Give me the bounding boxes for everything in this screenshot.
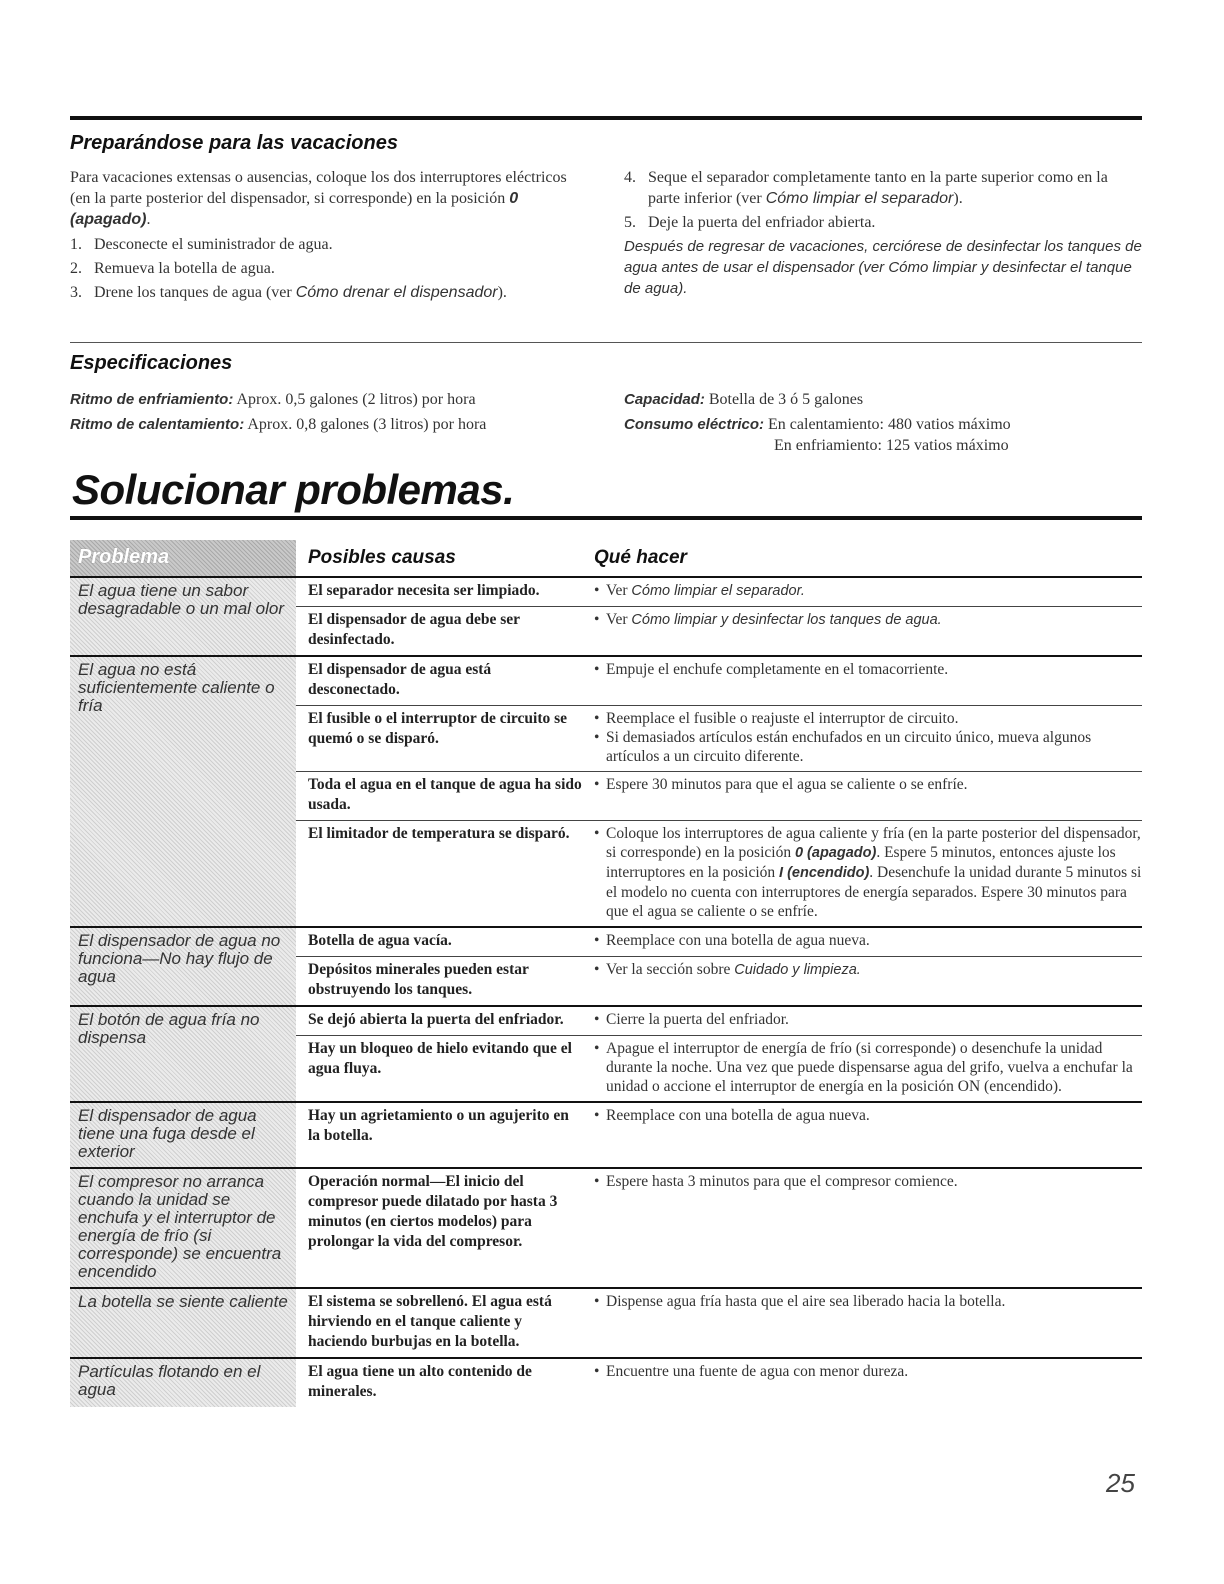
fix-a: Coloque los interruptores de agua caliente y fría (en la parte posterior del dispensador, si corresponde) en la posición xyxy=(606,825,1141,861)
fix-text xyxy=(584,1362,1142,1402)
table-row xyxy=(70,1167,1142,1287)
bullet: • xyxy=(594,1011,600,1028)
cause-row xyxy=(296,657,1142,705)
header-causes: Posibles causas xyxy=(308,547,456,568)
step-number: 2. xyxy=(70,260,82,277)
bullet: • xyxy=(594,825,600,842)
fix-c: . Espere 5 minutos, entonces ajuste los interruptores en la posición xyxy=(606,844,1116,881)
bullet: • xyxy=(594,961,600,978)
cause-text: El sistema se sobrellenó. El agua está hirviendo en el tanque caliente y haciendo burbujas en la botella. xyxy=(308,1293,552,1350)
spec-item xyxy=(70,389,588,410)
cause-row xyxy=(296,1289,1142,1357)
fix-text xyxy=(584,581,1142,601)
spec-value: Aprox. 0,8 galones (3 litros) por hora xyxy=(247,416,487,433)
table-header xyxy=(70,540,1142,576)
specs-col-left xyxy=(70,389,588,456)
troubleshoot-table xyxy=(70,540,1142,1407)
troubleshoot-title: Solucionar problemas. xyxy=(72,466,515,513)
step-text-c: ). xyxy=(497,284,507,301)
fix-text xyxy=(584,1292,1142,1352)
spec-item xyxy=(624,389,1142,410)
cause-text: Depósitos minerales pueden estar obstruyendo los tanques. xyxy=(308,961,529,998)
table-row xyxy=(70,1005,1142,1101)
specs-section xyxy=(70,352,1142,456)
vacation-step xyxy=(624,212,1142,233)
cause-text: El separador necesita ser limpiado. xyxy=(308,582,540,599)
spec-value: Aprox. 0,5 galones (2 litros) por hora xyxy=(236,391,476,408)
bullet: • xyxy=(594,582,600,599)
fix-text xyxy=(584,824,1142,921)
spec-item xyxy=(624,414,1142,435)
cause-row xyxy=(296,1359,1142,1407)
cause-text: Se dejó abierta la puerta del enfriador. xyxy=(308,1011,564,1028)
fix-body: Empuje el enchufe completamente en el tomacorriente. xyxy=(606,661,949,678)
problem-cell: Partículas flotando en el agua xyxy=(70,1359,296,1407)
fix-a: Ver xyxy=(606,582,632,599)
fix-text xyxy=(584,1172,1142,1252)
problem-cell: La botella se siente caliente xyxy=(70,1289,296,1357)
step-text-c: ). xyxy=(953,190,963,207)
fix-ref: Cuidado y limpieza. xyxy=(734,962,861,978)
problem-cell: El compresor no arranca cuando la unidad se enchufa y el interruptor de energía de frío (si corresponde) se encuentra encendido xyxy=(70,1169,296,1287)
problem-cell: El dispensador de agua no funciona—No hay flujo de agua xyxy=(70,928,296,1005)
page-number: 25 xyxy=(1106,1468,1135,1498)
fix-on: I (encendido) xyxy=(779,865,870,881)
table-row xyxy=(70,1287,1142,1357)
vacation-intro-off: 0 (apagado) xyxy=(70,190,519,228)
cause-row xyxy=(296,928,1142,956)
fix-a: Ver la sección sobre xyxy=(606,961,735,978)
vacation-intro-text: Para vacaciones extensas o ausencias, coloque los dos interruptores eléctricos (en la parte posterior del dispensador, si corresponde) en la posición xyxy=(70,169,567,207)
cause-text: Botella de agua vacía. xyxy=(308,932,452,949)
bullet: • xyxy=(594,710,600,727)
cause-row xyxy=(296,578,1142,606)
fix-ref: Cómo limpiar y desinfectar los tanques de agua. xyxy=(631,612,942,628)
vacation-col-left xyxy=(70,167,588,306)
fix-body: Dispense agua fría hasta que el aire sea liberado hacia la botella. xyxy=(606,1293,1006,1310)
step-number: 3. xyxy=(70,284,82,301)
vacation-intro xyxy=(70,167,588,230)
fix-body: Reemplace con una botella de agua nueva. xyxy=(606,932,870,949)
cause-row xyxy=(296,956,1142,1005)
cause-text: El limitador de temperatura se disparó. xyxy=(308,825,570,842)
cause-text: El agua tiene un alto contenido de minerales. xyxy=(308,1363,532,1400)
bullet: • xyxy=(594,1107,600,1124)
cause-row xyxy=(296,705,1142,771)
step-number: 5. xyxy=(624,214,636,231)
bullet: • xyxy=(594,1040,600,1057)
step-text: Deje la puerta del enfriador abierta. xyxy=(648,214,876,231)
problem-cell: El dispensador de agua tiene una fuga desde el exterior xyxy=(70,1103,296,1167)
fix-text xyxy=(584,1106,1142,1146)
problem-cell: El botón de agua fría no dispensa xyxy=(70,1007,296,1101)
step-text xyxy=(94,282,507,303)
vacation-step xyxy=(70,234,588,255)
problem-cell: El agua tiene un sabor desagradable o un mal olor xyxy=(70,578,296,655)
bullet: • xyxy=(594,932,600,949)
cause-text: Operación normal—El inicio del compresor puede dilatado por hasta 3 minutos (en ciertos modelos) para prolongar la vida del compresor. xyxy=(308,1173,558,1250)
fix-text xyxy=(584,1010,1142,1030)
specs-title: Especificaciones xyxy=(70,352,233,374)
cause-row xyxy=(296,1103,1142,1151)
bullet: • xyxy=(594,776,600,793)
step-text xyxy=(648,167,1142,209)
fix-body: Espere hasta 3 minutos para que el compresor comience. xyxy=(606,1173,958,1190)
vacation-intro-end: . xyxy=(146,211,151,228)
fix-text xyxy=(584,775,1142,815)
spec-value: En calentamiento: 480 vatios máximo xyxy=(768,416,1011,433)
vacation-step xyxy=(70,258,588,279)
fix-text xyxy=(584,931,1142,951)
step-text: Remueva la botella de agua. xyxy=(94,260,275,277)
bullet: • xyxy=(594,661,600,678)
fix-body: Encuentre una fuente de agua con menor dureza. xyxy=(606,1363,909,1380)
fix-text xyxy=(584,610,1142,650)
cause-row xyxy=(296,606,1142,655)
step-number: 1. xyxy=(70,236,82,253)
cause-text: Hay un bloqueo de hielo evitando que el agua fluya. xyxy=(308,1040,572,1077)
vacation-title: Preparándose para las vacaciones xyxy=(70,132,398,154)
cause-row xyxy=(296,771,1142,820)
cause-text: El dispensador de agua está desconectado. xyxy=(308,661,492,698)
fix-body-2: Si demasiados artículos están enchufados en un circuito único, mueva algunos artículos a un circuito diferente. xyxy=(606,729,1092,765)
vacation-step xyxy=(624,167,1142,209)
spec-item xyxy=(70,414,588,435)
fix-body: Apague el interruptor de energía de frío (si corresponde) o desenchufe la unidad durante la noche. Una vez que puede dispensarse agua del grifo, vuelva a enchufar la unidad o accione el interruptor de energía en la posición ON (encendido). xyxy=(606,1040,1133,1095)
step-text-a: Drene los tanques de agua (ver xyxy=(94,284,296,301)
fix-text xyxy=(584,660,1142,700)
spec-label: Ritmo de enfriamiento: xyxy=(70,391,234,408)
bullet: • xyxy=(594,611,600,628)
fix-a: Ver xyxy=(606,611,632,628)
table-row xyxy=(70,576,1142,655)
step-number: 4. xyxy=(624,169,636,186)
step-text-ref: Cómo limpiar el separador xyxy=(765,190,954,207)
vacation-note: Después de regresar de vacaciones, cerciórese de desinfectar los tanques de agua antes de usar el dispensador (ver Cómo limpiar y desinfectar el tanque de agua). xyxy=(624,238,1142,297)
spec-label: Capacidad: xyxy=(624,391,705,408)
step-text: Desconecte el suministrador de agua. xyxy=(94,236,333,253)
bullet: • xyxy=(594,1293,600,1310)
spec-value: Botella de 3 ó 5 galones xyxy=(708,391,864,408)
fix-d: . Desenchufe la unidad durante 5 minutos si el modelo no cuenta con interruptores de energía separados. Espere 30 minutos para que el agua se caliente o se enfríe. xyxy=(606,864,1142,920)
fix-text xyxy=(584,709,1142,766)
bullet: • xyxy=(594,1173,600,1190)
step-text-ref: Cómo drenar el dispensador xyxy=(295,284,498,301)
fix-text xyxy=(584,1039,1142,1096)
header-fix: Qué hacer xyxy=(594,547,687,568)
spec-value-2: En enfriamiento: 125 vatios máximo xyxy=(774,437,1009,454)
bullet: • xyxy=(594,729,600,746)
spec-label: Consumo eléctrico: xyxy=(624,416,765,433)
table-row xyxy=(70,926,1142,1005)
fix-off: 0 (apagado) xyxy=(794,845,877,861)
step-text-a: Seque el separador completamente tanto en la parte superior como en la parte inferior (ver xyxy=(648,169,1108,207)
cause-text: Hay un agrietamiento o un agujerito en la botella. xyxy=(308,1107,569,1144)
table-row xyxy=(70,655,1142,926)
cause-row xyxy=(296,820,1142,926)
problem-cell: El agua no está suficientemente caliente o fría xyxy=(70,657,296,926)
spec-label: Ritmo de calentamiento: xyxy=(70,416,245,433)
cause-text: Toda el agua en el tanque de agua ha sido usada. xyxy=(308,776,582,813)
cause-row xyxy=(296,1007,1142,1035)
fix-body: Cierre la puerta del enfriador. xyxy=(606,1011,789,1028)
bullet: • xyxy=(594,1363,600,1380)
vacation-col-right xyxy=(624,167,1142,306)
fix-body: Reemplace el fusible o reajuste el interruptor de circuito. xyxy=(606,710,959,727)
table-row xyxy=(70,1101,1142,1167)
specs-col-right xyxy=(624,389,1142,456)
cause-row xyxy=(296,1035,1142,1101)
cause-text: El dispensador de agua debe ser desinfectado. xyxy=(308,611,520,648)
cause-row xyxy=(296,1169,1142,1257)
table-row xyxy=(70,1357,1142,1407)
section-divider xyxy=(70,342,1142,343)
header-problem: Problema xyxy=(70,540,296,576)
title-rule xyxy=(70,516,1142,520)
fix-body: Reemplace con una botella de agua nueva. xyxy=(606,1107,870,1124)
vacation-step xyxy=(70,282,588,303)
top-rule xyxy=(70,116,1142,120)
fix-body: Espere 30 minutos para que el agua se caliente o se enfríe. xyxy=(606,776,968,793)
fix-text xyxy=(584,960,1142,1000)
vacation-section xyxy=(70,132,1142,306)
fix-ref: Cómo limpiar el separador. xyxy=(631,583,805,599)
cause-text: El fusible o el interruptor de circuito se quemó o se disparó. xyxy=(308,710,568,747)
